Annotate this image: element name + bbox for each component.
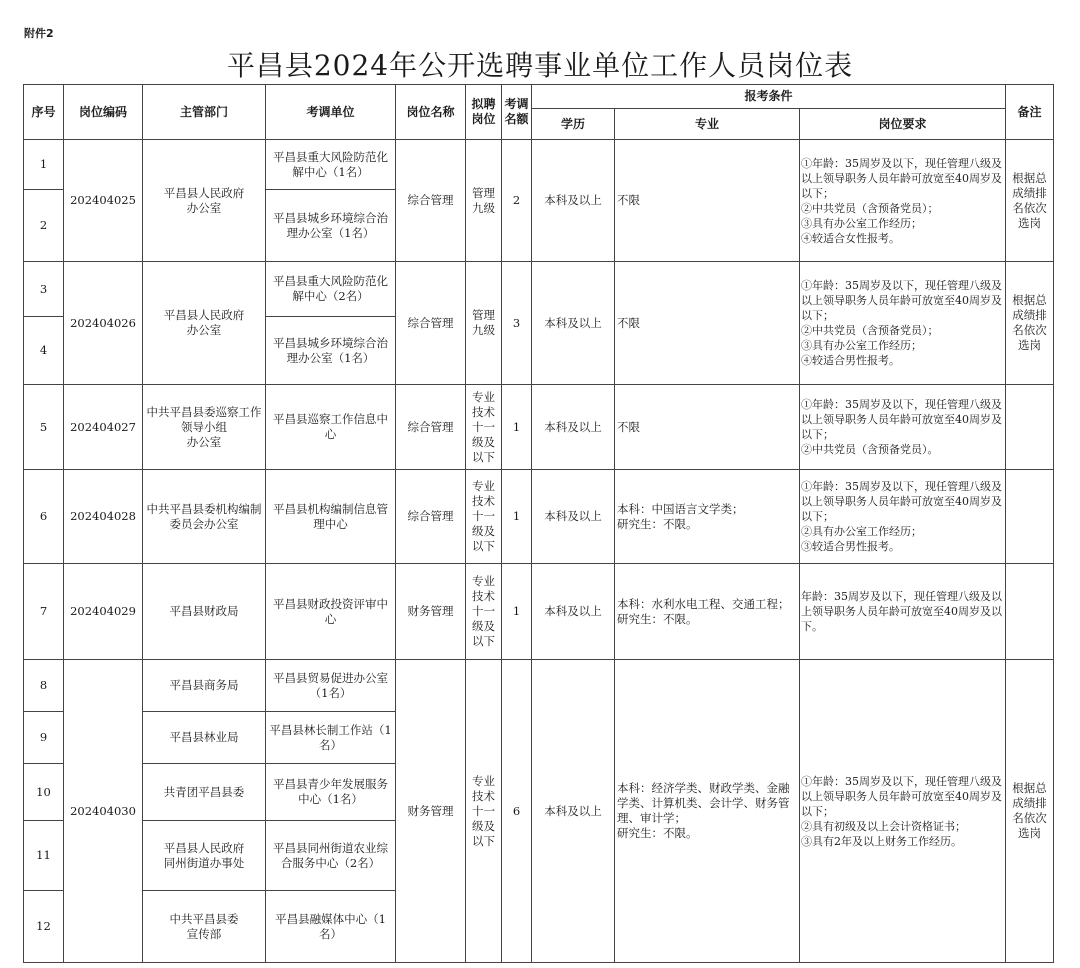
- post-name-cell: 综合管理: [396, 262, 466, 385]
- seq-cell: 6: [24, 470, 64, 564]
- header-major: 专业: [615, 109, 800, 140]
- header-requirements: 岗位要求: [800, 109, 1006, 140]
- header-unit: 考调单位: [266, 85, 396, 140]
- major-cell: 不限: [615, 140, 800, 262]
- seq-cell: 9: [24, 712, 64, 764]
- level-cell: 专业 技术 十一 级及 以下: [466, 564, 502, 660]
- major-cell: 不限: [615, 385, 800, 470]
- level-cell: 专业 技术 十一 级及 以下: [466, 385, 502, 470]
- unit-cell: 平昌县融媒体中心（1名）: [266, 891, 396, 963]
- education-cell: 本科及以上: [532, 140, 615, 262]
- unit-cell: 平昌县林长制工作站（1名）: [266, 712, 396, 764]
- table-row: [24, 660, 1054, 712]
- quota-cell: 6: [502, 660, 532, 963]
- header-row-1: [24, 85, 1054, 109]
- dept-cell: 共青团平昌县委: [143, 764, 266, 821]
- dept-cell: 中共平昌县委巡察工作领导小组 办公室: [143, 385, 266, 470]
- post-name-cell: 综合管理: [396, 385, 466, 470]
- header-conditions: 报考条件: [532, 85, 1006, 109]
- seq-cell: 8: [24, 660, 64, 712]
- post-name-cell: 财务管理: [396, 660, 466, 963]
- position-table: [23, 84, 1054, 963]
- requirements-cell: ①年龄：35周岁及以下，现任管理八级及以上领导职务人员年龄可放宽至40周岁及以下； ②具有办公室工作经历； ③较适合男性报考。: [800, 470, 1006, 564]
- remarks-cell: 根据总成绩排名依次选岗: [1006, 660, 1054, 963]
- unit-cell: 平昌县重大风险防范化解中心（1名）: [266, 140, 396, 190]
- dept-cell: 平昌县林业局: [143, 712, 266, 764]
- remarks-cell: [1006, 470, 1054, 564]
- dept-cell: 平昌县人民政府 办公室: [143, 262, 266, 385]
- remarks-cell: [1006, 385, 1054, 470]
- seq-cell: 5: [24, 385, 64, 470]
- unit-cell: 平昌县巡察工作信息中心: [266, 385, 396, 470]
- table-row: [24, 470, 1054, 564]
- major-cell: 不限: [615, 262, 800, 385]
- seq-cell: 10: [24, 764, 64, 821]
- quota-cell: 2: [502, 140, 532, 262]
- level-cell: 管理 九级: [466, 140, 502, 262]
- dept-cell: 平昌县商务局: [143, 660, 266, 712]
- level-cell: 专业 技术 十一 级及 以下: [466, 470, 502, 564]
- requirements-cell: ①年龄：35周岁及以下，现任管理八级及以上领导职务人员年龄可放宽至40周岁及以下； ②中共党员（含预备党员）。: [800, 385, 1006, 470]
- post-name-cell: 财务管理: [396, 564, 466, 660]
- code-cell: 202404030: [64, 660, 143, 963]
- dept-cell: 中共平昌县委机构编制委员会办公室: [143, 470, 266, 564]
- table-row: [24, 564, 1054, 660]
- major-cell: 本科：经济学类、财政学类、金融学类、计算机类、会计学、财务管理、审计学； 研究生：不限。: [615, 660, 800, 963]
- header-quota: 考调名额: [502, 85, 532, 140]
- unit-cell: 平昌县贸易促进办公室（1名）: [266, 660, 396, 712]
- dept-cell: 平昌县财政局: [143, 564, 266, 660]
- code-cell: 202404028: [64, 470, 143, 564]
- quota-cell: 1: [502, 385, 532, 470]
- requirements-cell: ①年龄：35周岁及以下，现任管理八级及以上领导职务人员年龄可放宽至40周岁及以下； ②中共党员（含预备党员）； ③具有办公室工作经历； ④较适合男性报考。: [800, 262, 1006, 385]
- unit-cell: 平昌县机构编制信息管理中心: [266, 470, 396, 564]
- unit-cell: 平昌县城乡环境综合治理办公室（1名）: [266, 317, 396, 385]
- header-remarks: 备注: [1006, 85, 1054, 140]
- header-code: 岗位编码: [64, 85, 143, 140]
- unit-cell: 平昌县重大风险防范化解中心（2名）: [266, 262, 396, 317]
- education-cell: 本科及以上: [532, 660, 615, 963]
- quota-cell: 1: [502, 564, 532, 660]
- code-cell: 202404027: [64, 385, 143, 470]
- unit-cell: 平昌县财政投资评审中心: [266, 564, 396, 660]
- seq-cell: 2: [24, 190, 64, 262]
- post-name-cell: 综合管理: [396, 470, 466, 564]
- major-cell: 本科：水利水电工程、交通工程； 研究生：不限。: [615, 564, 800, 660]
- remarks-cell: 根据总成绩排名依次选岗: [1006, 262, 1054, 385]
- requirements-cell: 年龄：35周岁及以下，现任管理八级及以上领导职务人员年龄可放宽至40周岁及以下。: [800, 564, 1006, 660]
- level-cell: 专业 技术 十一 级及 以下: [466, 660, 502, 963]
- code-cell: 202404026: [64, 262, 143, 385]
- education-cell: 本科及以上: [532, 262, 615, 385]
- unit-cell: 平昌县青少年发展服务中心（1名）: [266, 764, 396, 821]
- table-row: [24, 262, 1054, 317]
- table-row: [24, 385, 1054, 470]
- annex-label: 附件2: [24, 27, 54, 40]
- dept-cell: 平昌县人民政府 同州街道办事处: [143, 821, 266, 891]
- education-cell: 本科及以上: [532, 385, 615, 470]
- code-cell: 202404029: [64, 564, 143, 660]
- education-cell: 本科及以上: [532, 564, 615, 660]
- seq-cell: 7: [24, 564, 64, 660]
- quota-cell: 3: [502, 262, 532, 385]
- education-cell: 本科及以上: [532, 470, 615, 564]
- requirements-cell: ①年龄：35周岁及以下，现任管理八级及以上领导职务人员年龄可放宽至40周岁及以下； ②具有初级及以上会计资格证书； ③具有2年及以上财务工作经历。: [800, 660, 1006, 963]
- seq-cell: 12: [24, 891, 64, 963]
- seq-cell: 4: [24, 317, 64, 385]
- unit-cell: 平昌县同州街道农业综合服务中心（2名）: [266, 821, 396, 891]
- major-cell: 本科：中国语言文学类； 研究生：不限。: [615, 470, 800, 564]
- header-education: 学历: [532, 109, 615, 140]
- dept-cell: 中共平昌县委 宣传部: [143, 891, 266, 963]
- seq-cell: 1: [24, 140, 64, 190]
- remarks-cell: 根据总成绩排名依次选岗: [1006, 140, 1054, 262]
- header-level: 拟聘岗位: [466, 85, 502, 140]
- unit-cell: 平昌县城乡环境综合治理办公室（1名）: [266, 190, 396, 262]
- header-seq: 序号: [24, 85, 64, 140]
- seq-cell: 11: [24, 821, 64, 891]
- requirements-cell: ①年龄：35周岁及以下，现任管理八级及以上领导职务人员年龄可放宽至40周岁及以下； ②中共党员（含预备党员）； ③具有办公室工作经历； ④较适合女性报考。: [800, 140, 1006, 262]
- page-title: 平昌县2024年公开选聘事业单位工作人员岗位表: [226, 49, 854, 82]
- post-name-cell: 综合管理: [396, 140, 466, 262]
- code-cell: 202404025: [64, 140, 143, 262]
- header-post-name: 岗位名称: [396, 85, 466, 140]
- level-cell: 管理 九级: [466, 262, 502, 385]
- dept-cell: 平昌县人民政府 办公室: [143, 140, 266, 262]
- quota-cell: 1: [502, 470, 532, 564]
- header-dept: 主管部门: [143, 85, 266, 140]
- table-row: [24, 140, 1054, 190]
- remarks-cell: [1006, 564, 1054, 660]
- seq-cell: 3: [24, 262, 64, 317]
